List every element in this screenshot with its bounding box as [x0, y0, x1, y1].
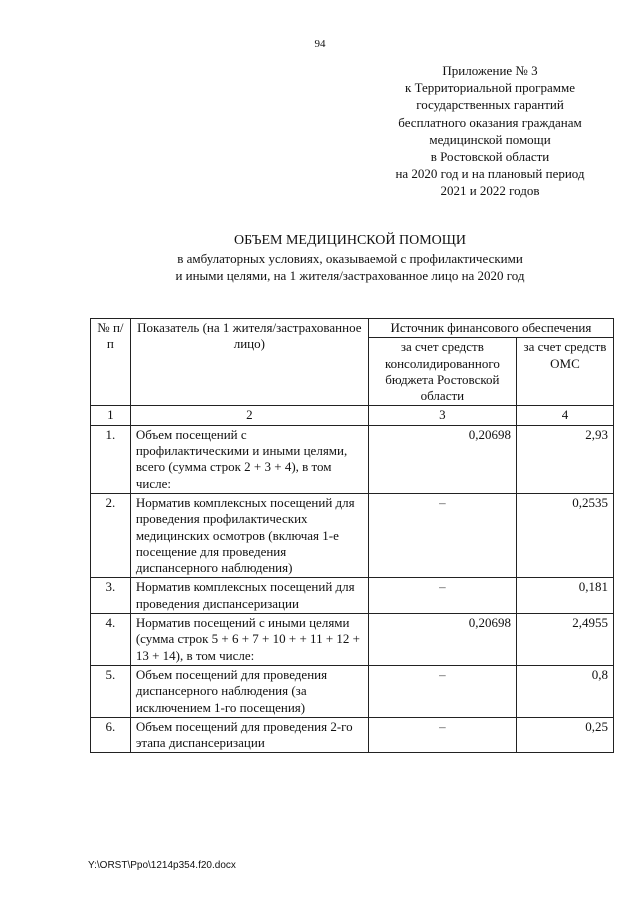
table-row: [91, 493, 614, 577]
row-num: 5.: [91, 665, 131, 717]
row-num: 1.: [91, 425, 131, 493]
row-indicator: Объем посещений для проведения 2-го этапа диспансеризации: [130, 717, 368, 753]
row-budget-value: –: [368, 717, 516, 753]
row-budget-value: 0,20698: [368, 425, 516, 493]
row-indicator: Объем посещений с профилактическими и иными целями, всего (сумма строк 2 + 3 + 4), в том числе:: [130, 425, 368, 493]
row-indicator: Норматив комплексных посещений для проведения диспансеризации: [130, 578, 368, 614]
volume-table: [90, 318, 614, 753]
document-title: [0, 232, 640, 284]
title-subtitle-line: и иными целями, на 1 жителя/застрахованное лицо на 2020 год: [175, 268, 525, 283]
header-oms: за счет средств ОМС: [516, 338, 613, 406]
header-num: № п/п: [91, 319, 131, 406]
appendix-line: государственных гарантий: [416, 97, 564, 113]
row-oms-value: 0,8: [516, 665, 613, 717]
row-oms-value: 2,4955: [516, 614, 613, 666]
row-num: 4.: [91, 614, 131, 666]
row-budget-value: –: [368, 665, 516, 717]
header-source: Источник финансового обеспечения: [368, 319, 613, 338]
table-row: [91, 578, 614, 614]
row-oms-value: 2,93: [516, 425, 613, 493]
column-number: 4: [516, 406, 613, 425]
column-number: 1: [91, 406, 131, 425]
row-oms-value: 0,2535: [516, 493, 613, 577]
appendix-header: [360, 62, 620, 200]
appendix-line: на 2020 год и на плановый период: [395, 166, 585, 182]
row-oms-value: 0,25: [516, 717, 613, 753]
row-indicator: Норматив комплексных посещений для проведения профилактических медицинских осмотров (включая 1-е посещение для проведения диспансерного наблюдения): [130, 493, 368, 577]
appendix-line: медицинской помощи: [429, 131, 551, 147]
row-num: 2.: [91, 493, 131, 577]
appendix-line: к Территориальной программе: [405, 80, 575, 96]
file-path-footer: Y:\ORST\Ppo\1214p354.f20.docx: [88, 860, 236, 871]
header-budget: за счет средств консолидированного бюджета Ростовской области: [368, 338, 516, 406]
row-num: 6.: [91, 717, 131, 753]
table-row: [91, 425, 614, 493]
appendix-line: в Ростовской области: [430, 149, 550, 165]
appendix-line: Приложение № 3: [442, 63, 538, 78]
row-indicator: Объем посещений для проведения диспансерного наблюдения (за исключением 1-го посещения): [130, 665, 368, 717]
row-budget-value: 0,20698: [368, 614, 516, 666]
row-indicator: Норматив посещений с иными целями (сумма строк 5 + 6 + 7 + 10 + + 11 + 12 + 13 + 14), в том числе:: [130, 614, 368, 666]
page-number: 94: [314, 38, 326, 50]
table-row: [91, 614, 614, 666]
row-oms-value: 0,181: [516, 578, 613, 614]
title-main: ОБЪЕМ МЕДИЦИНСКОЙ ПОМОЩИ: [233, 233, 467, 248]
row-budget-value: –: [368, 578, 516, 614]
header-indicator: Показатель (на 1 жителя/застрахованное лицо): [130, 319, 368, 406]
appendix-line: бесплатного оказания гражданам: [398, 114, 582, 130]
table-row: [91, 665, 614, 717]
column-number-row: [91, 406, 614, 425]
appendix-line: 2021 и 2022 годов: [440, 183, 540, 199]
column-number: 2: [130, 406, 368, 425]
row-num: 3.: [91, 578, 131, 614]
row-budget-value: –: [368, 493, 516, 577]
title-subtitle-line: в амбулаторных условиях, оказываемой с профилактическими: [177, 251, 523, 266]
table-row: [91, 717, 614, 753]
column-number: 3: [368, 406, 516, 425]
